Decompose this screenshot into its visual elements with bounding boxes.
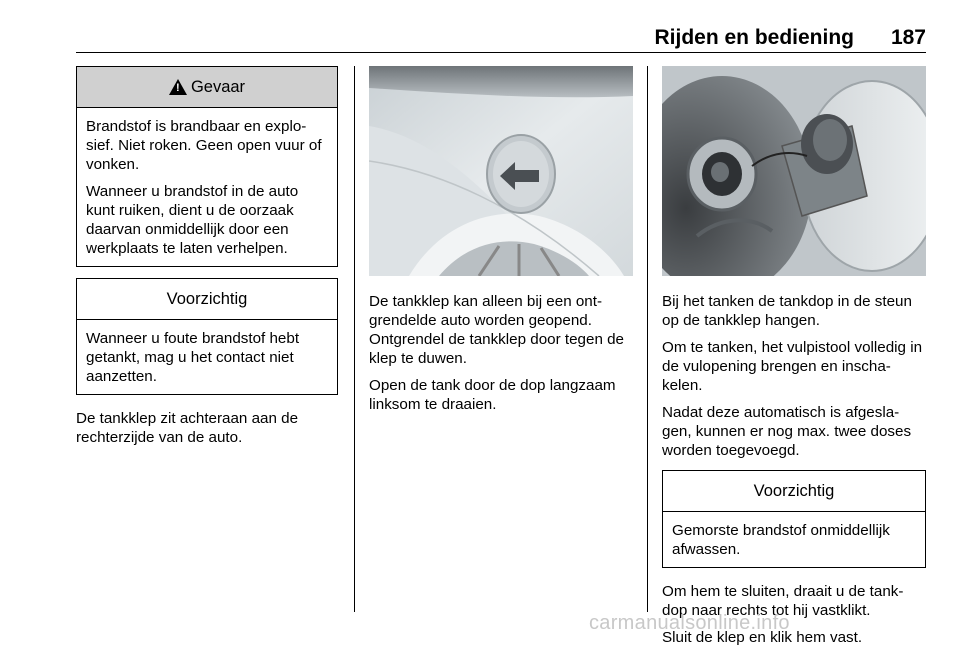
fuel-flap-photo xyxy=(369,66,633,276)
body-paragraph: De tankklep zit achteraan aan de rechterzijde van de auto. xyxy=(76,410,299,446)
body-paragraph: Om te tanken, het vulpistool volledig in de vulopening brengen en inscha-kelen. xyxy=(662,339,923,394)
body-paragraph: Nadat deze automatisch is afgesla-gen, kunnen er nog max. twee doses worden toegevoegd. xyxy=(662,404,912,459)
danger-box-header xyxy=(77,67,337,108)
caution-box-title: Voorzichtig xyxy=(166,289,248,308)
page-number: 187 xyxy=(890,26,926,49)
column-right xyxy=(662,66,926,655)
danger-box-body xyxy=(77,108,337,266)
column-middle xyxy=(369,66,633,422)
open-fuel-cap-icon xyxy=(662,66,926,276)
fuel-flap-arrow-icon xyxy=(369,66,633,276)
caution-box-header xyxy=(663,471,925,512)
body-paragraph: Open de tank door de dop langzaam linksom te draaien. xyxy=(369,377,616,413)
column-left xyxy=(76,66,338,455)
caution-box-body xyxy=(663,512,925,567)
fuel-cap-photo xyxy=(662,66,926,276)
warning-triangle-icon: ! xyxy=(169,79,187,95)
danger-text: Brandstof is brandbaar en explo-sief. Niet roken. Geen open vuur of vonken. xyxy=(86,118,322,173)
danger-text: Wanneer u brandstof in de auto kunt ruiken, dient u de oorzaak daarvan onmiddellijk door een werkplaats te laten verhelpen. xyxy=(86,183,299,257)
running-title: Rijden en bediening xyxy=(654,26,854,49)
body-paragraph: Om hem te sluiten, draait u de tank-dop naar rechts tot hij vastklikt. xyxy=(662,583,904,619)
column-divider xyxy=(354,66,355,612)
watermark: carmanualsonline.info xyxy=(589,612,790,634)
body-paragraph: De tankklep kan alleen bij een ont-grendelde auto worden geopend. Ontgrendel de tankklep door tegen de klep te duwen. xyxy=(369,293,624,367)
body-paragraph: Bij het tanken de tankdop in de steun op de tankklep hangen. xyxy=(662,293,912,329)
body-paragraph: Sluit de klep en klik hem vast. xyxy=(662,629,863,646)
page-header xyxy=(76,22,926,53)
caution-box xyxy=(662,470,926,568)
caution-text: Wanneer u foute brandstof hebt getankt, mag u het contact niet aanzetten. xyxy=(86,330,300,385)
danger-box xyxy=(76,66,338,267)
caution-box xyxy=(76,278,338,395)
danger-box-title: Gevaar xyxy=(190,77,246,96)
caution-box-header xyxy=(77,279,337,320)
caution-box-body xyxy=(77,320,337,394)
caution-box-title: Voorzichtig xyxy=(753,481,835,500)
column-divider xyxy=(647,66,648,612)
caution-text: Gemorste brandstof onmiddellijk afwassen. xyxy=(672,522,890,558)
